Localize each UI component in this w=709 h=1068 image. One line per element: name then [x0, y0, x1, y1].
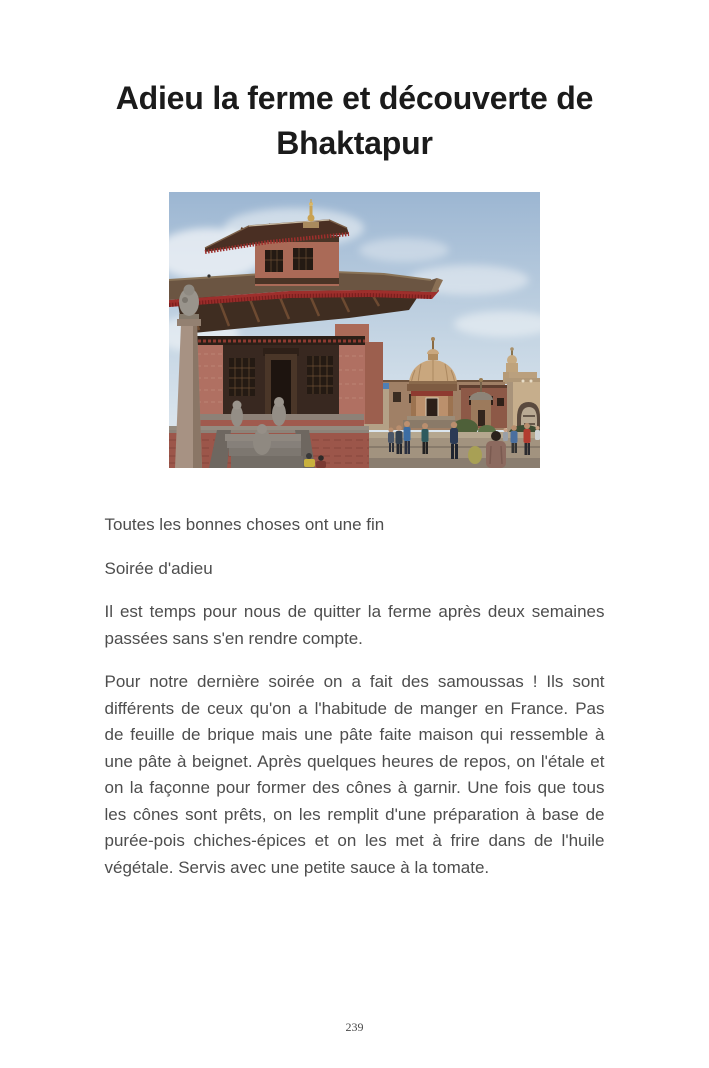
- yellow-shrub: [468, 446, 482, 464]
- person-light-small: [535, 426, 540, 440]
- article-body: [105, 512, 605, 881]
- article-photo: [169, 192, 540, 468]
- person-teal: [422, 423, 429, 454]
- person-gray-small: [503, 428, 508, 441]
- page-number: 239: [345, 1020, 364, 1034]
- temple-photo-illustration: [169, 192, 540, 468]
- page-footer: [0, 1020, 709, 1034]
- paragraph-2: Soirée d'adieu: [104, 558, 213, 578]
- paragraph-1: Toutes les bonnes choses ont une fin: [104, 515, 385, 534]
- paragraph-3: Il est temps pour nous de quitter la ferme après deux semaines passées sans s'en rendre compte.: [104, 602, 605, 648]
- page-title: Adieu la ferme et découverte de Bhaktapur: [115, 80, 594, 161]
- paragraph-4: Pour notre dernière soirée on a fait des samoussas ! Ils sont différents de ceux qu'on a l'habitude de manger en France. Pas de feuille de brique mais une pâte faite maison qui ressemble à une pâte à beignet. Après quelques heures de repos, on l'étale et on la façonne pour former des cônes à garnir. Une fois que tous les cônes sont prêts, on les remplit d'une préparation à base de purée-pois chiches-épices et on les met à frire dans de l'huile végétale. Servis avec une petite sauce à la tomate.: [104, 672, 605, 877]
- bird-silhouette: [207, 274, 210, 277]
